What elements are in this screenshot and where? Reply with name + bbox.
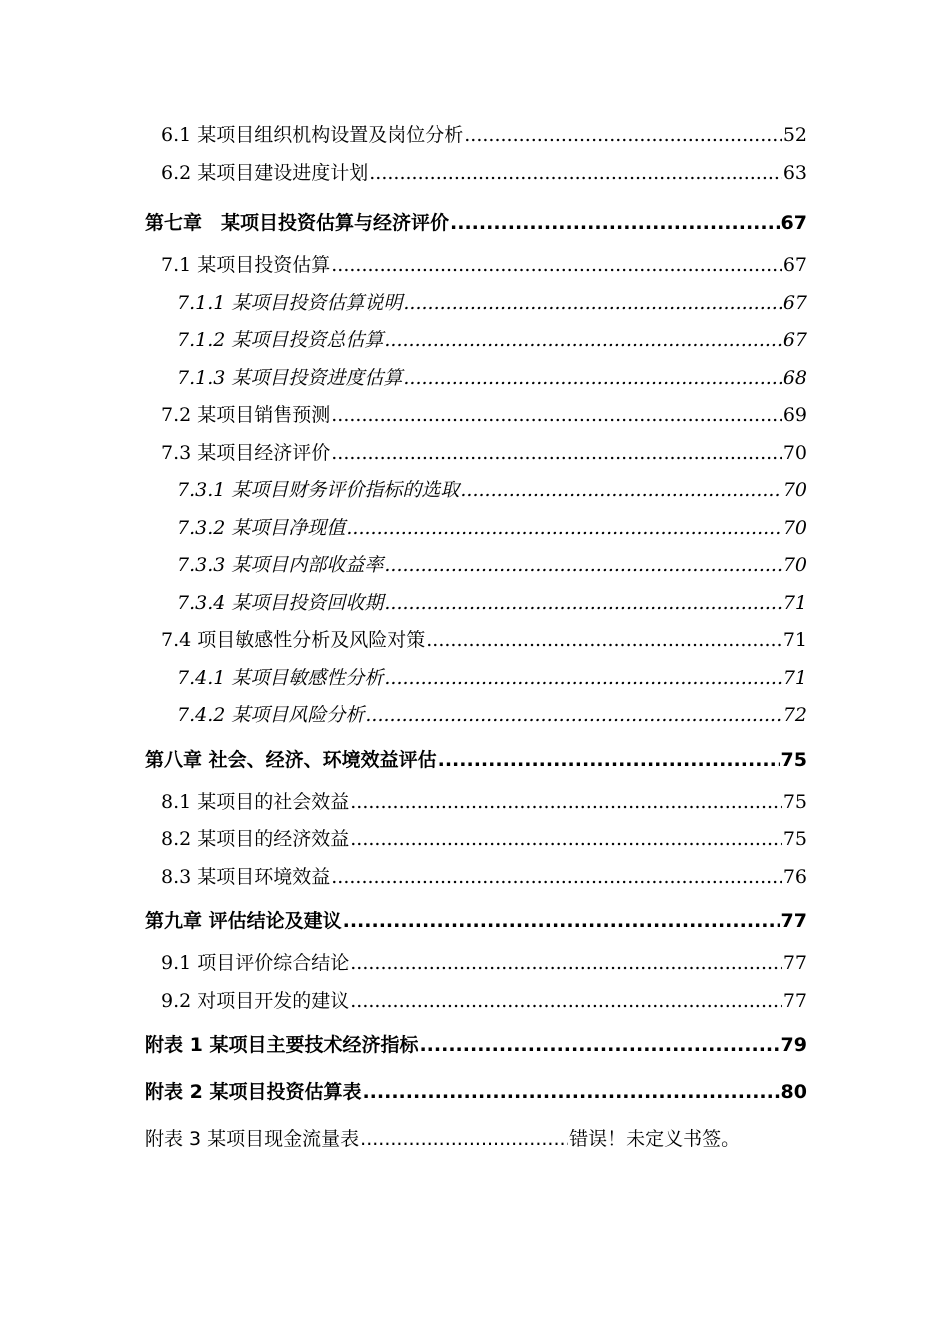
toc-page-number: 52 xyxy=(782,124,807,146)
dot-leader xyxy=(360,1116,568,1163)
dot-leader xyxy=(362,1069,779,1116)
toc-entry-label: 8.3 某项目环境效益 xyxy=(161,865,331,888)
toc-subentry[interactable] xyxy=(145,472,807,510)
toc-appendix-entry[interactable] xyxy=(145,1022,807,1069)
dot-leader xyxy=(438,737,780,784)
toc-subentry[interactable] xyxy=(145,510,807,548)
toc-page-number: 70 xyxy=(782,479,807,501)
dot-leader xyxy=(365,697,781,735)
toc-entry[interactable] xyxy=(145,945,807,983)
dot-leader xyxy=(419,1022,779,1069)
dot-leader xyxy=(343,898,780,945)
toc-entry-label: 6.2 某项目建设进度计划 xyxy=(161,161,369,184)
toc-entry[interactable] xyxy=(145,397,807,435)
toc-page-number: 67 xyxy=(782,254,807,276)
toc-page-number: 69 xyxy=(782,404,807,426)
toc-appendix-entry[interactable] xyxy=(145,1069,807,1116)
toc-entry-label: 7.2 某项目销售预测 xyxy=(161,404,331,426)
toc-entry[interactable] xyxy=(145,155,807,193)
dot-leader xyxy=(384,547,781,585)
toc-page-number: 71 xyxy=(782,591,807,614)
dot-leader xyxy=(450,200,780,247)
toc-chapter-label: 第七章 某项目投资估算与经济评价 xyxy=(145,212,450,234)
toc-entry-label: 9.1 项目评价综合结论 xyxy=(161,952,350,974)
toc-chapter-entry[interactable] xyxy=(145,200,807,247)
toc-page-number: 70 xyxy=(782,441,807,464)
toc-entry[interactable] xyxy=(145,821,807,859)
toc-entry-label: 6.1 某项目组织机构设置及岗位分析 xyxy=(161,124,464,146)
dot-leader xyxy=(384,585,781,623)
toc-chapter-label: 第九章 评估结论及建议 xyxy=(145,910,342,932)
toc-subentry-label: 7.3.3 某项目内部收益率 xyxy=(177,554,384,576)
toc-subentry[interactable] xyxy=(145,360,807,398)
dot-leader xyxy=(331,435,782,473)
toc-page-number: 79 xyxy=(780,1034,807,1056)
dot-leader xyxy=(331,397,782,435)
toc-page-number: 67 xyxy=(782,329,807,351)
toc-page-number: 70 xyxy=(782,554,807,576)
toc-page-number: 72 xyxy=(782,704,807,726)
toc-page-number: 76 xyxy=(782,865,807,888)
toc-subentry-label: 7.3.4 某项目投资回收期 xyxy=(177,591,384,614)
dot-leader xyxy=(331,247,782,285)
toc-appendix-label: 附表 2 某项目投资估算表 xyxy=(145,1081,362,1103)
toc-entry[interactable] xyxy=(145,622,807,660)
toc-page-number: 77 xyxy=(780,910,807,932)
toc-error-text: 错误！未定义书签。 xyxy=(569,1128,741,1150)
toc-page-number: 67 xyxy=(782,291,807,314)
toc-subentry-label: 7.3.2 某项目净现值 xyxy=(177,516,346,539)
dot-leader xyxy=(350,821,782,859)
table-of-contents xyxy=(145,117,807,1163)
dot-leader xyxy=(384,660,781,698)
toc-entry-label: 9.2 对项目开发的建议 xyxy=(161,989,350,1012)
toc-subentry-label: 7.1.2 某项目投资总估算 xyxy=(177,329,384,351)
toc-entry-label: 8.2 某项目的经济效益 xyxy=(161,828,350,850)
toc-subentry-label: 7.4.1 某项目敏感性分析 xyxy=(177,666,384,689)
toc-subentry[interactable] xyxy=(145,322,807,360)
toc-subentry[interactable] xyxy=(145,547,807,585)
toc-entry[interactable] xyxy=(145,117,807,155)
dot-leader xyxy=(426,622,782,660)
dot-leader xyxy=(384,322,781,360)
toc-entry[interactable] xyxy=(145,859,807,897)
toc-page-number: 75 xyxy=(782,828,807,850)
dot-leader xyxy=(331,859,782,897)
toc-subentry[interactable] xyxy=(145,285,807,323)
toc-subentry-label: 7.4.2 某项目风险分析 xyxy=(177,704,365,726)
toc-entry-label: 7.3 某项目经济评价 xyxy=(161,441,331,464)
toc-chapter-entry[interactable] xyxy=(145,737,807,784)
toc-page-number: 77 xyxy=(782,952,807,974)
dot-leader xyxy=(350,784,782,822)
toc-entry-label: 8.1 某项目的社会效益 xyxy=(161,790,350,813)
toc-appendix-entry[interactable] xyxy=(145,1116,807,1163)
dot-leader xyxy=(403,285,781,323)
dot-leader xyxy=(350,983,782,1021)
toc-entry[interactable] xyxy=(145,247,807,285)
toc-entry[interactable] xyxy=(145,435,807,473)
dot-leader xyxy=(369,155,782,193)
toc-appendix-label: 附表 3 某项目现金流量表 xyxy=(145,1128,360,1150)
toc-page-number: 75 xyxy=(782,790,807,813)
dot-leader xyxy=(350,945,782,983)
toc-page-number: 77 xyxy=(782,989,807,1012)
toc-subentry-label: 7.1.1 某项目投资估算说明 xyxy=(177,291,403,314)
toc-subentry-label: 7.1.3 某项目投资进度估算 xyxy=(177,366,403,389)
toc-page-number: 71 xyxy=(782,666,807,689)
toc-entry[interactable] xyxy=(145,983,807,1021)
dot-leader xyxy=(464,117,782,155)
toc-subentry-label: 7.3.1 某项目财务评价指标的选取 xyxy=(177,479,460,501)
dot-leader xyxy=(403,360,781,398)
toc-entry[interactable] xyxy=(145,784,807,822)
toc-subentry[interactable] xyxy=(145,697,807,735)
dot-leader xyxy=(346,510,781,548)
toc-entry-label: 7.4 项目敏感性分析及风险对策 xyxy=(161,629,426,651)
dot-leader xyxy=(460,472,781,510)
toc-entry-label: 7.1 某项目投资估算 xyxy=(161,254,331,276)
toc-subentry[interactable] xyxy=(145,660,807,698)
toc-page-number: 70 xyxy=(782,516,807,539)
toc-appendix-label: 附表 1 某项目主要技术经济指标 xyxy=(145,1034,419,1056)
toc-page-number: 67 xyxy=(780,212,807,234)
toc-page-number: 75 xyxy=(780,748,807,771)
toc-subentry[interactable] xyxy=(145,585,807,623)
toc-page-number: 68 xyxy=(782,366,807,389)
toc-page-number: 71 xyxy=(782,629,807,651)
toc-page-number: 63 xyxy=(782,161,807,184)
toc-chapter-entry[interactable] xyxy=(145,898,807,945)
toc-chapter-label: 第八章 社会、经济、环境效益评估 xyxy=(145,748,437,771)
toc-page-number: 80 xyxy=(780,1081,807,1103)
